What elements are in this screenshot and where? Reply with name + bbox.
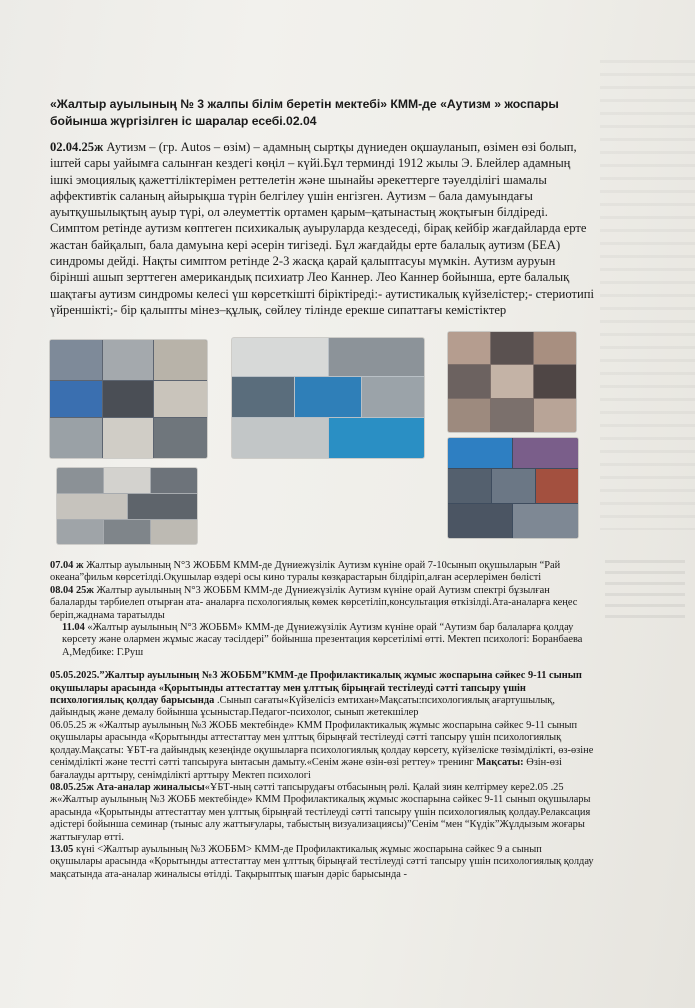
intro-date: 02.04.25ж xyxy=(50,140,104,154)
report-entries xyxy=(50,560,595,881)
bleed-through-text-lower xyxy=(605,560,685,620)
intro-paragraph xyxy=(50,139,595,318)
entry-11-04: 11.04 «Жалтыр ауылының N°3 ЖОББМ» КММ-де Дүниежүзілік Аутизм күніне орай “Аутизм бар балаларға қолдау көрсету және олармен жұмыс жасау тәсілдері” бойынша презентация көрсетілімі өтті. Мектеп психологі: Боранбаева А,Медбике: Г.Руш xyxy=(62,622,583,658)
entry-date: 11.04 xyxy=(62,622,85,634)
photo-collage-lesson-small xyxy=(57,468,197,544)
photo-collage-presentation xyxy=(232,338,424,458)
section2-paragraph-0605: 06.05.25 ж «Жалтыр ауылының №3 ЖОББ мектебінде» КММ Профилактикалық жұмыс жоспарына сәйкес 9-11 сынып оқушылары арасында «Қорытынды аттестаттау мен ұлттық бірыңғай тестілеуді сәтті тапсыру үшін психологиялық қолдау.Мақсаты: ҰБТ-ға дайындық кезеңінде оқушыларға психологиялық қолдау көрсету, күйзеліске төзімділікті, өз-өзіне сенімділікті және тестті сәтті тапсыруға ынтасын дамыту.«Сенім және өзін-өзі реттеу» тренинг Мақсаты: Өзін-өзі бағалауды арттыру, сенімділікті арттыру Мектеп психологі xyxy=(50,719,594,781)
entry-07-04: 07.04 ж Жалтыр ауылының N°3 ЖОББМ КММ-де Дүниежүзілік Аутизм күніне орай 7-10сынып оқушыларын “Рай океана”фильм көрсетілді.Оқушылар өздері осы кино туралы көзқарастарын білдіріп,алған әсерлерімен бөлісті xyxy=(50,560,561,584)
entry-date: 08.04 25ж xyxy=(50,584,94,596)
entry-08-04: 08.04 25ж Жалтыр ауылының N°3 ЖОББМ КММ-де Дүниежүзілік Аутизм күніне орай Аутизм спектрі бұзылған балаларды тәрбиелеп отырған ата- аналарға псхологиялық көмек көрсетіліп,консультация өткізілді.Ата-аналарға кеңес беріп,жаднама таратылды xyxy=(50,584,578,621)
photo-collage-auditorium xyxy=(448,438,578,538)
section2-paragraph-1305: 13.05 күні <Жалтыр ауылының №3 ЖОББМ> КММ-де Профилактикалық жұмыс жоспарына сәйкес 9 а сынып оқушылары арасында «Қорытынды аттестаттау мен ұлттық бірыңғай тестілеуді сәтті тапсыру үшін психологиялық қолдау мақсатында ата-аналар жиналысы өтілді. Тақырыптық шағын дәріс барысында - xyxy=(50,843,594,880)
entry-date: 07.04 ж xyxy=(50,560,84,571)
section2-paragraph-0805: 08.05.25ж Ата-аналар жиналысы«ҰБТ-ның сәтті тапсырудағы отбасының рөлі. Қалай зиян келтірмеу кере2.05 .25 ж«Жалтыр ауылының №3 ЖОББ мектебінде» КММ Профилактикалық жұмыс жоспарына сәйкес 9-11 сынып оқушылары арасында «Қорытынды аттестаттау мен ұлттық бірыңғай тестілеуді сәтті тапсыру үшін психологиялық қолдау.Релаксация әдістері бойынша семинар (тыныс алу жаттығулары, табыстың визуализациясы)”Сенім “мен “Күдік”Жұлдызым жоғары жаттығулар өтті. xyxy=(50,781,591,843)
section2-heading: 05.05.2025.”Жалтыр ауылының №3 ЖОББМ”КММ-де Профилактикалық жұмыс жоспарына сәйкес 9-11 сынып оқушылары арасында «Қорытынды аттестаттау мен ұлттық бірыңғай тестілеуді сәтті тапсыру үшін психологиялық қолдау барысында .Сынып сағаты«Күйзелісіз емтихан»Мақсаты:психологиялық ағартушылық, дайындық және демалу бойынша ұсыныстар.Педагог-психолог, сынып жетекшілер xyxy=(50,670,582,719)
document-title: «Жалтыр ауылының № 3 жалпы білім беретін мектебі» КММ-де «Аутизм » жоспары бойынша жүргізілген іс шаралар есебі.02.04 xyxy=(50,97,559,128)
photo-collage-students xyxy=(448,332,576,432)
bleed-through-text xyxy=(600,60,695,530)
intro-text: Аутизм – (гр. Autos – өзім) – адамның сыртқы дүниеден оқшауланып, өзімен өзі болып, іштей сары уайымға салынған кездегі көңіл – күйі.Бұл терминді 1912 жылы Э. Блейлер адамның ішкі эмоциялық қажеттіліктерімен реттелетін және шынайы әрекеттерге тәуелділігі шамалы аффективтік саланың айырықша түрін белгілеу үшін енгізген. Аутизм – бала дамуындағы ауытқушылықтың ауыр түрі, ол әлеуметтік ортамен қарым–қатынастың жоқтығын білдіреді. Симптом ретінде аутизм көптеген психикалық ауыруларда кездеседі, бірақ кейбір жағдайларда ерте жастан байқалып, бала дамуына кері әсерін тигізеді. Бұл жағдайды ерте балалық аутизм (БЕА) синдромы дейді. Нақты симптом ретінде 2-3 жасқа қарай қалыптасуы мүмкін. Аутизм ауруын бірінші ашып зерттеген американдық психиатр Лео Каннер. Лео Каннер бойынша, ерте балалық шақтағы аутизм синдромы келесі үш көрсеткішті біріктіреді:- аутистикалық күйзелістер;- стериотипі үйреншікті;- бір қалыпты мінез–құлық, сөйлеу тілінде ерекше сипаттағы кемістіктер xyxy=(50,140,594,317)
photo-collage-classroom-1 xyxy=(50,340,207,458)
